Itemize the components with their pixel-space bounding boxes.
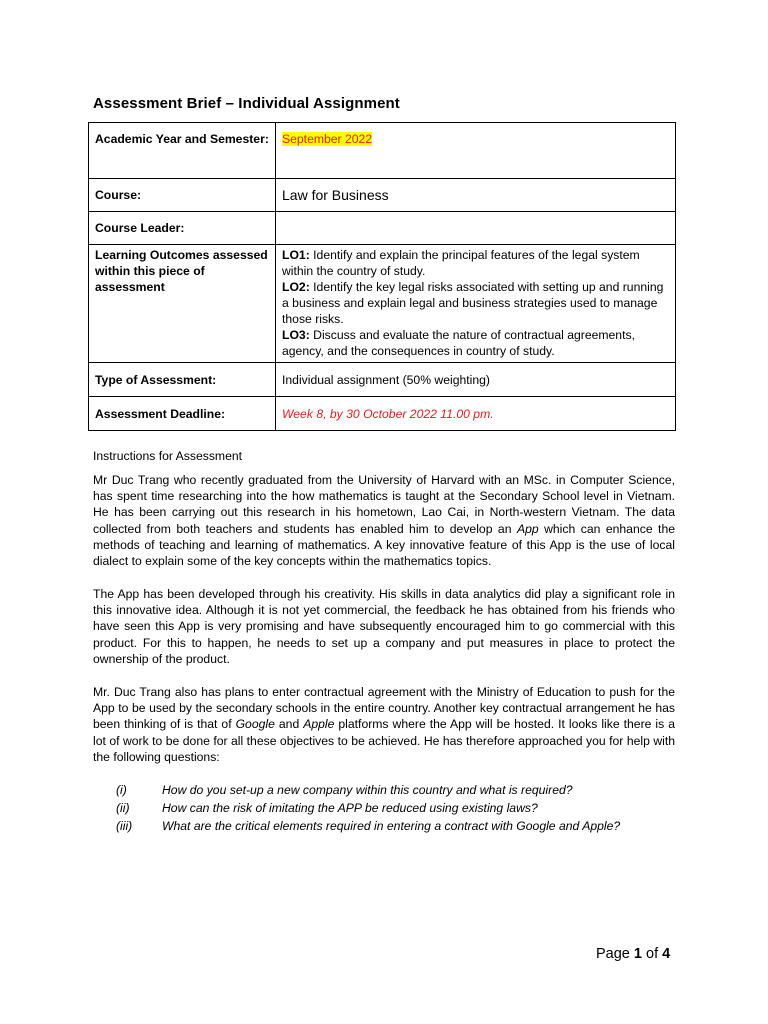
course-label: Course: — [89, 179, 276, 212]
deadline-value: Week 8, by 30 October 2022 11.00 pm. — [276, 397, 676, 431]
paragraph-3: Mr. Duc Trang also has plans to enter contractual agreement with the Ministry of Education to push for the App to be used by the secondary schools in the entire country. Another key contractual arrangement he has been thinking of is that of Google and Apple platforms where the App will be hosted. It looks like there is a lot of work to be done for all these objectives to be achieved. He has therefore approached you for help with the following questions: — [93, 685, 675, 764]
instructions-heading: Instructions for Assessment — [93, 449, 243, 463]
assessment-info-table — [88, 122, 676, 431]
page-number: Page 1 of 4 — [596, 946, 671, 962]
list-item: (iii) What are the critical elements required in entering a contract with Google and Apple? — [116, 819, 621, 833]
list-item: (ii) How can the risk of imitating the APP be reduced using existing laws? — [116, 801, 538, 815]
course-leader-value — [276, 212, 676, 245]
type-label: Type of Assessment: — [89, 363, 276, 397]
academic-year-value: September 2022 — [282, 132, 373, 146]
table-row — [89, 179, 676, 212]
table-row — [89, 397, 676, 431]
table-row — [89, 212, 676, 245]
academic-year-cell — [276, 123, 676, 179]
lo-item: LO2: Identify the key legal risks associated with setting up and running a business and explain legal and business strategies used to manage those risks. — [282, 280, 664, 326]
document-title: Assessment Brief – Individual Assignment — [93, 95, 400, 112]
paragraph-1: Mr Duc Trang who recently graduated from the University of Harvard with an MSc. in Computer Science, has spent time researching into the how mathematics is taught at the Secondary School level in Vietnam. He has been carrying out this research in his hometown, Lao Cai, in North-western Vietnam. The data collected from both teachers and students has enabled him to develop an App which can enhance the methods of teaching and learning of mathematics. A key innovative feature of this App is the use of local dialect to explain some of the key concepts within the mathematics topics. — [93, 473, 675, 569]
type-value: Individual assignment (50% weighting) — [276, 363, 676, 397]
course-value: Law for Business — [276, 179, 676, 212]
learning-outcomes-label: Learning Outcomes assessed within this piece of assessment — [89, 245, 276, 363]
learning-outcomes-cell — [276, 245, 676, 363]
lo-item: LO3: Discuss and evaluate the nature of contractual agreements, agency, and the consequences in country of study. — [282, 328, 635, 358]
table-row — [89, 123, 676, 179]
questions-list — [116, 781, 620, 835]
list-item: (i) How do you set-up a new company within this country and what is required? — [116, 783, 573, 797]
table-row — [89, 245, 676, 363]
course-leader-label: Course Leader: — [89, 212, 276, 245]
academic-year-label: Academic Year and Semester: — [89, 123, 276, 179]
lo-item: LO1: Identify and explain the principal features of the legal system within the country of study. — [282, 248, 640, 278]
paragraph-2: The App has been developed through his creativity. His skills in data analytics did play a significant role in this innovative idea. Although it is not yet commercial, the feedback he has obtained from his friends who have seen this App is very promising and have subsequently encouraged him to go commercial with this product. For this to happen, he needs to set up a company and put measures in place to protect the ownership of the product. — [93, 587, 675, 666]
deadline-label: Assessment Deadline: — [89, 397, 276, 431]
table-row — [89, 363, 676, 397]
